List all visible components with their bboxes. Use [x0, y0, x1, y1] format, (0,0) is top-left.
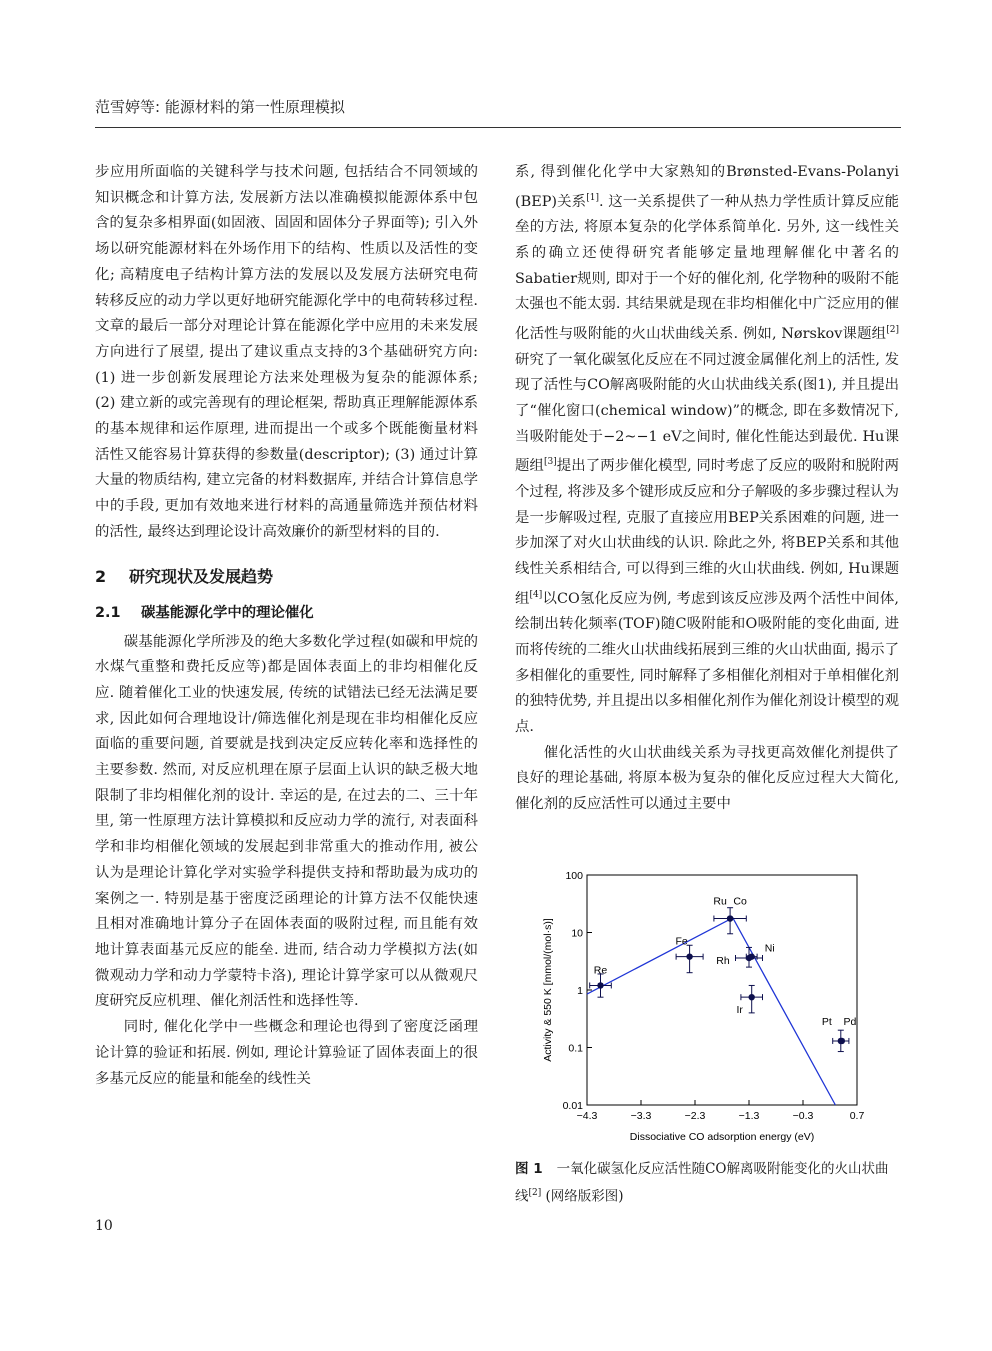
- page-number: 10: [95, 1218, 113, 1234]
- text-run: 研究了一氧化碳氢化反应在不同过渡金属催化剂上的活性, 发现了活性与CO解离吸附能的火山状曲线关系(图1), 并且提出了“催化窗口(chemical window)”的概念, 即在多数情况下, 当吸附能处于−2~−1 eV之间时, 催化性能达到最优. Hu课题组: [515, 351, 899, 475]
- x-tick-label: −1.3: [738, 1110, 760, 1122]
- subsection-heading: [95, 600, 478, 626]
- running-header: 范雪婷等: 能源材料的第一性原理模拟: [95, 98, 345, 116]
- y-axis-label: Activity & 550 K [mmol/(mol·s)]: [542, 918, 554, 1062]
- y-tick-label: 1: [577, 985, 583, 997]
- text-run: 以CO氢化反应为例, 考虑到该反应涉及两个活性中间体, 绘制出转化频率(TOF)随C吸附能和O吸附能的变化曲面, 进而将传统的二维火山状曲线拓展到三维的火山状曲面, 揭示了多相催化的重要性, 同时解释了多相催化剂相对于单相催化剂的独特优势, 并且提出以多相催化剂作为催化剂设计模型的观点.: [515, 590, 899, 735]
- x-tick-label: −2.3: [684, 1110, 706, 1122]
- paragraph: 步应用所面临的关键科学与技术问题, 包括结合不同领域的知识概念和计算方法, 发展新方法以准确模拟能源体系中包含的复杂多相界面(如固液、固固和固体分子界面等); 引入外场以研究能源材料在外场作用下的结构、性质以及活性的变化; 高精度电子结构计算方法的发展以及发展方法研究电荷转移反应的动力学以更好地研究能源化学中的电荷转移过程. 文章的最后一部分对理论计算在能源化学中应用的未来发展方向进行了展望, 提出了建议重点支持的3个基础研究方向: (1) 进一步创新发展理论方法来处理极为复杂的能源体系; (2) 建立新的或完善现有的理论框架, 帮助真正理解能源体系的基本规律和运作原理, 进而提出一个或多个既能衡量材料活性又能容易计算获得的参数量(descriptor); (3) 通过计算大量的物质结构, 建立完备的材料数据库, 并结合计算信息学中的手段, 更加有效地来进行材料的高通量筛选并预估材料的活性, 最终达到理论设计高效廉价的新型材料的目的.: [95, 164, 478, 540]
- chart-marks: [587, 896, 856, 1105]
- citation[interactable]: [2]: [528, 1188, 542, 1198]
- paragraph: [515, 160, 899, 741]
- subsection-number: 2.1: [95, 604, 121, 621]
- text-run: 提出了两步催化模型, 同时考虑了反应的吸附和脱附两个过程, 将涉及多个键形成反应和分子解吸的多步骤过程认为是一步解吸过程, 克服了直接应用BEP关系困难的问题, 进一步加深了对火山状曲线的认识. 除此之外, 将BEP关系和其他线性关系相结合, 可以得到三维的火山状曲线. 例如, Hu课题组: [515, 458, 899, 607]
- point-label: Rh: [716, 955, 730, 968]
- caption-text: 一氧化碳氢化反应活性随CO解离吸附能变化的火山状曲线: [515, 1161, 889, 1205]
- x-tick-label: −4.3: [576, 1110, 598, 1122]
- figure-1: [515, 860, 900, 1155]
- subsection-title: 碳基能源化学中的理论催化: [141, 604, 314, 621]
- x-tick-label: 0.7: [849, 1110, 865, 1122]
- section-title: 研究现状及发展趋势: [129, 566, 274, 586]
- paragraph: 催化活性的火山状曲线关系为寻找更高效催化剂提供了良好的理论基础, 将原本极为复杂的催化反应过程大大简化, 催化剂的反应活性可以通过主要中: [515, 744, 899, 813]
- point-label: Pt: [821, 1015, 832, 1028]
- citation[interactable]: [3]: [543, 457, 557, 468]
- data-point-re: [597, 982, 603, 988]
- data-point-fe: [686, 953, 692, 959]
- y-tick-label: 100: [565, 870, 583, 882]
- volcano-chart: [515, 860, 900, 1155]
- citation[interactable]: [2]: [886, 325, 899, 336]
- caption-suffix: (网络版彩图): [541, 1188, 624, 1205]
- point-label: Co: [733, 895, 747, 908]
- y-tick-label: 10: [571, 927, 583, 940]
- citation[interactable]: [4]: [529, 589, 543, 600]
- data-point-co: [727, 915, 733, 921]
- section-heading: [95, 564, 478, 590]
- section-number: 2: [95, 566, 107, 586]
- data-point-pd: [839, 1038, 845, 1044]
- volcano-line: [587, 918, 835, 1105]
- point-label: Ir: [736, 1004, 743, 1017]
- paragraph: 同时, 催化化学中一些概念和理论也得到了密度泛函理论计算的验证和拓展. 例如, 理论计算验证了固体表面上的很多基元反应的能量和能垒的线性关: [95, 1019, 478, 1087]
- data-point-ni: [749, 953, 755, 959]
- point-label: Ru: [713, 895, 727, 908]
- figure-caption: [515, 1157, 899, 1209]
- citation[interactable]: [1]: [586, 192, 599, 203]
- caption-label: 图 1: [515, 1161, 543, 1177]
- point-label: Re: [593, 964, 608, 977]
- x-tick-label: −3.3: [630, 1110, 652, 1122]
- data-point-ir: [749, 994, 755, 1000]
- right-column: [515, 160, 899, 818]
- axis-ticks: [563, 870, 865, 1122]
- header-rule: [95, 127, 901, 128]
- x-axis-label: Dissociative CO adsorption energy (eV): [629, 1131, 815, 1143]
- text-run: . 这一关系提供了一种从热力学性质计算反应能垒的方法, 将原本复杂的化学体系简单化. 另外, 这一线性关系的确立还使得研究者能够定量地理解催化中著名的Sabatier规则, 即对于一个好的催化剂, 化学物种的吸附不能太强也不能太弱. 其结果就是现在非均相催化中广泛应用的催化活性与吸附能的火山状曲线关系. 例如, Nørskov课题组: [515, 193, 899, 342]
- point-label: Ni: [764, 942, 775, 955]
- left-column: [95, 160, 478, 1092]
- y-tick-label: 0.1: [568, 1042, 583, 1055]
- point-label: Pd: [843, 1015, 857, 1028]
- x-tick-label: −0.3: [792, 1110, 814, 1122]
- point-label: Fe: [675, 935, 688, 948]
- y-tick-label: 0.01: [562, 1100, 583, 1112]
- paragraph: 碳基能源化学所涉及的绝大多数化学过程(如碳和甲烷的水煤气重整和费托反应等)都是固体表面上的非均相催化反应. 随着催化工业的快速发展, 传统的试错法已经无法满足要求, 因此如何合理地设计/筛选催化剂是现在非均相催化反应面临的重要问题, 首要就是找到决定反应转化率和选择性的主要参数. 然而, 对反应机理在原子层面上认识的缺乏极大地限制了非均相催化剂的设计. 幸运的是, 在过去的二、三十年里, 第一性原理方法计算模拟和反应动力学的流行, 对表面科学和非均相催化领域的发展起到非常重大的推动作用, 被公认为是理论计算化学对实验学科提供支持和帮助最为成功的案例之一. 特别是基于密度泛函理论的计算方法不仅能快速且相对准确地计算分子在固体表面的吸附过程, 而且能有效地计算表面基元反应的能垒. 进而, 结合动力学模拟方法(如微观动力学和动力学蒙特卡洛), 理论计算学家可以从微观尺度研究反应机理、催化剂活性和选择性等.: [95, 633, 478, 1010]
- text-run: 系, 得到催化化学中大家熟知的Brønsted-Evans-Polanyi (BEP)关系: [515, 164, 899, 210]
